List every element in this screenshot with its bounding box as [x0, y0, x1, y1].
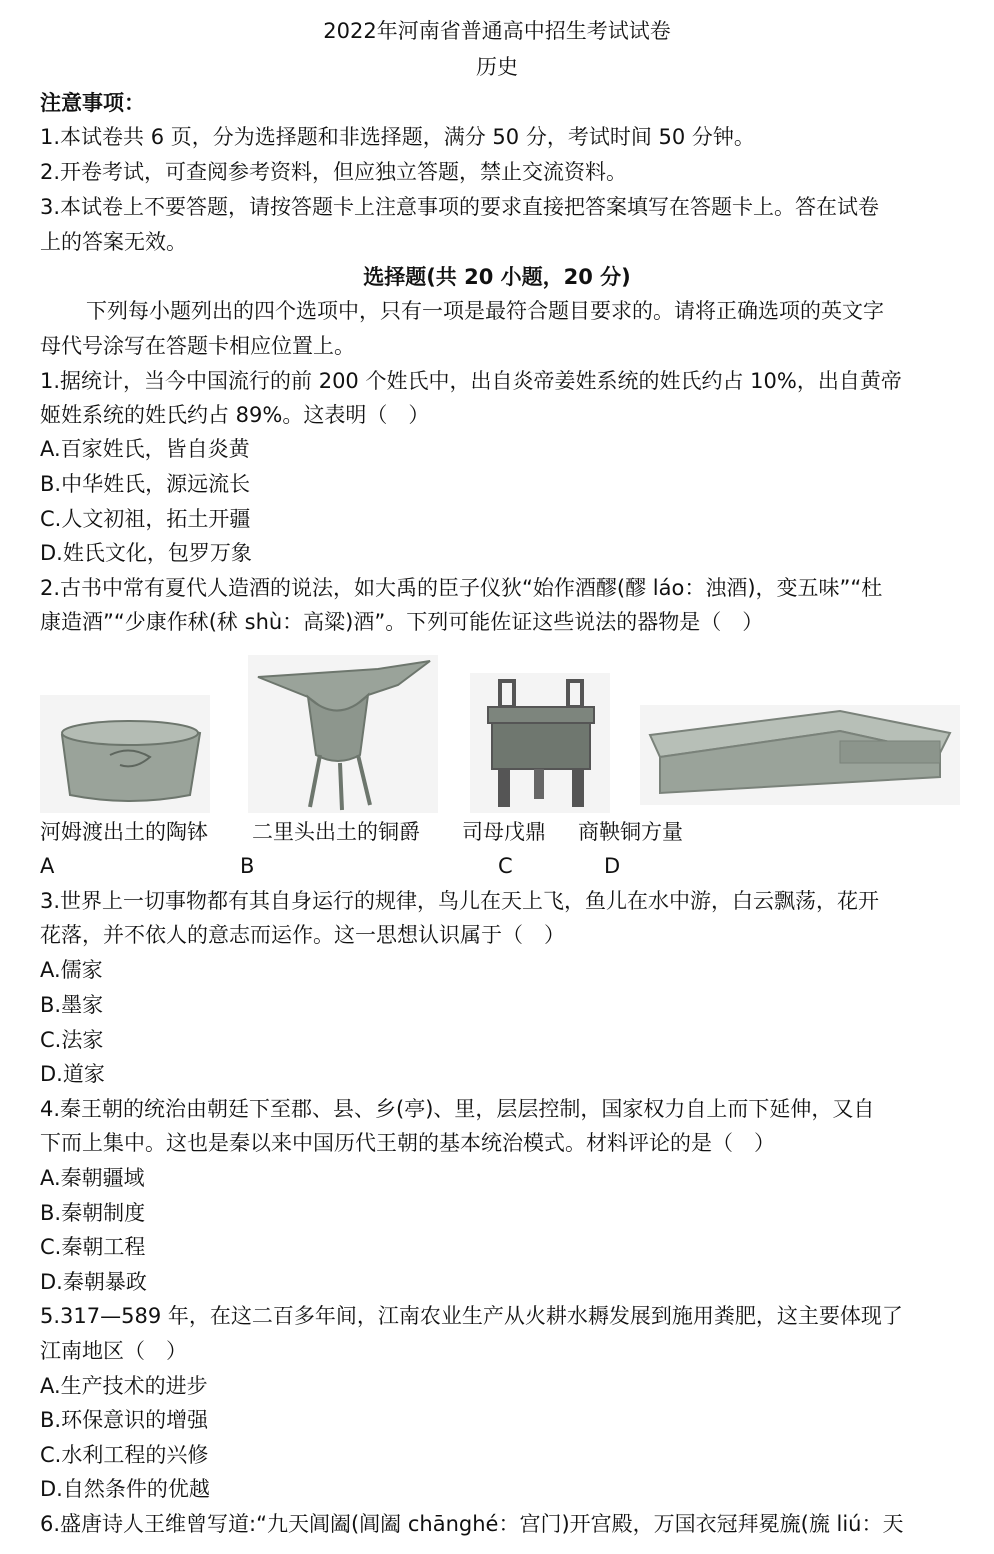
question-stem: 姬姓系统的姓氏约占 89%。这表明（ ） [40, 403, 430, 427]
option-a: A.百家姓氏，皆自炎黄 [40, 437, 250, 461]
question-stem: 6.盛唐诗人王维曾写道:“九天阊阖(阊阖 chānghé：宫门)开宫殿，万国衣冠拜冕旒(旒 liú：天 [40, 1512, 904, 1536]
section-instructions: 母代号涂写在答题卡相应位置上。 [40, 334, 355, 358]
notes-heading: 注意事项： [40, 91, 145, 115]
figure-caption-c: 司母戊鼎 [462, 820, 546, 844]
pottery-bowl-image [40, 695, 210, 813]
option-b: B.秦朝制度 [40, 1201, 146, 1225]
question-stem: 下而上集中。这也是秦以来中国历代王朝的基本统治模式。材料评论的是（ ） [40, 1131, 775, 1155]
figure-caption-b: 二里头出土的铜爵 [252, 820, 420, 844]
figure-letter-a: A [40, 854, 55, 878]
figure-letter-c: C [498, 854, 513, 878]
simuwu-ding-image [470, 673, 610, 813]
option-d: D.道家 [40, 1062, 105, 1086]
option-c: C.人文初祖，拓土开疆 [40, 507, 251, 531]
figure-caption-a: 河姆渡出土的陶钵 [40, 820, 208, 844]
note-item: 3.本试卷上不要答题，请按答题卡上注意事项的要求直接把答案填写在答题卡上。答在试卷 [40, 195, 880, 219]
question-stem: 花落，并不依人的意志而运作。这一思想认识属于（ ） [40, 923, 565, 947]
artifact-figures [40, 655, 960, 815]
question-stem: 康造酒”“少康作秫(秫 shù：高粱)酒”。下列可能佐证这些说法的器物是（ ） [40, 610, 764, 634]
figure-letter-b: B [240, 854, 255, 878]
shang-yang-measure-image [640, 705, 960, 805]
option-b: B.墨家 [40, 993, 104, 1017]
figure-letter-d: D [604, 854, 621, 878]
section-instructions: 下列每小题列出的四个选项中，只有一项是最符合题目要求的。请将正确选项的英文字 [86, 299, 884, 323]
question-stem: 3.世界上一切事物都有其自身运行的规律，鸟儿在天上飞，鱼儿在水中游，白云飘荡，花开 [40, 889, 880, 913]
question-stem: 江南地区（ ） [40, 1339, 187, 1363]
question-stem: 1.据统计，当今中国流行的前 200 个姓氏中，出自炎帝姜姓系统的姓氏约占 10%，出自黄帝 [40, 369, 902, 393]
question-stem: 4.秦王朝的统治由朝廷下至郡、县、乡(亭)、里，层层控制，国家权力自上而下延伸，又自 [40, 1097, 875, 1121]
exam-title: 2022年河南省普通高中招生考试试卷 [323, 19, 671, 43]
option-c: C.法家 [40, 1028, 104, 1052]
option-a: A.秦朝疆域 [40, 1166, 145, 1190]
note-item: 上的答案无效。 [40, 230, 187, 254]
option-b: B.中华姓氏，源远流长 [40, 472, 251, 496]
question-stem: 2.古书中常有夏代人造酒的说法，如大禹的臣子仪狄“始作酒醪(醪 láo：浊酒)，变五味”“杜 [40, 576, 883, 600]
question-stem: 5.317—589 年，在这二百多年间，江南农业生产从火耕水耨发展到施用粪肥，这主要体现了 [40, 1304, 903, 1328]
option-d: D.姓氏文化，包罗万象 [40, 541, 252, 565]
section-heading: 选择题(共 20 小题，20 分) [363, 265, 631, 289]
option-d: D.自然条件的优越 [40, 1477, 210, 1501]
option-a: A.儒家 [40, 958, 103, 982]
subject-title: 历史 [476, 55, 518, 79]
note-item: 2.开卷考试，可查阅参考资料，但应独立答题，禁止交流资料。 [40, 160, 628, 184]
bronze-jue-image [248, 655, 438, 813]
note-item: 1.本试卷共 6 页，分为选择题和非选择题，满分 50 分，考试时间 50 分钟。 [40, 125, 755, 149]
option-c: C.秦朝工程 [40, 1235, 146, 1259]
figure-caption-d: 商鞅铜方量 [578, 820, 683, 844]
option-c: C.水利工程的兴修 [40, 1443, 209, 1467]
option-d: D.秦朝暴政 [40, 1270, 147, 1294]
option-b: B.环保意识的增强 [40, 1408, 209, 1432]
option-a: A.生产技术的进步 [40, 1374, 208, 1398]
